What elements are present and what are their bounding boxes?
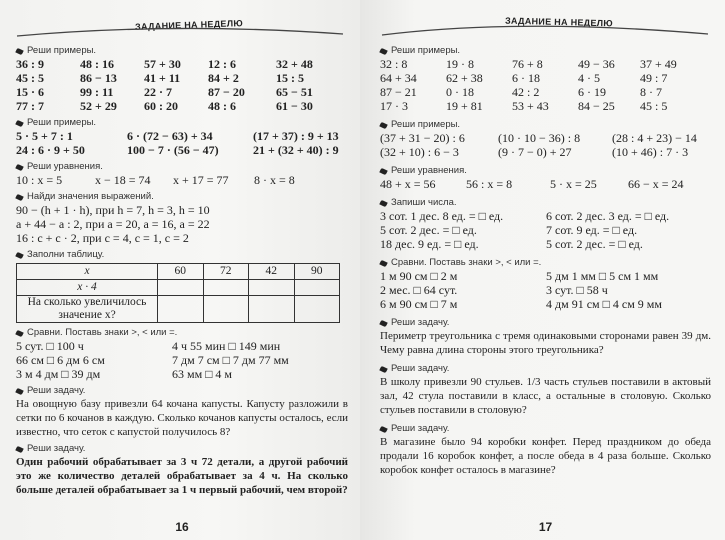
expression-column xyxy=(380,57,440,113)
expression-grid xyxy=(380,209,711,251)
expression-item: a + 44 − a : 2, при a = 20, a = 16, a = 22 xyxy=(16,217,210,231)
expression-item: 84 + 2 xyxy=(208,71,239,85)
examples-section-1 xyxy=(16,45,348,113)
compare-section xyxy=(16,327,348,381)
table-cell: 60 xyxy=(158,264,204,280)
expression-column xyxy=(380,131,492,159)
expression-item: 56 : x = 8 xyxy=(466,177,513,191)
expression-item: 19 + 81 xyxy=(446,99,483,113)
expression-item: 100 − 7 · (56 − 47) xyxy=(127,143,219,157)
section-title: Реши задачу. xyxy=(391,363,450,374)
expression-item: 18 дес. 9 ед. = □ ед. xyxy=(380,237,479,251)
expression-item: 22 · 7 xyxy=(144,85,173,99)
expression-item: 76 + 8 xyxy=(512,57,543,71)
row-header-cell: x · 4 xyxy=(17,280,158,296)
pencil-icon xyxy=(379,425,387,432)
expression-item: 8 · x = 8 xyxy=(254,173,295,187)
table-cell xyxy=(203,296,249,323)
section-title: Найди значения выражений. xyxy=(27,191,154,202)
pencil-icon xyxy=(15,251,23,258)
section-header xyxy=(380,197,711,209)
section-header xyxy=(380,363,711,375)
task-section-2 xyxy=(380,363,711,417)
table-row xyxy=(17,296,340,323)
pencil-icon xyxy=(15,119,23,126)
expression-column xyxy=(254,173,318,187)
row-header-cell: На сколько увеличилось значение x? xyxy=(17,296,158,323)
expression-item: (10 · 10 − 36) : 8 xyxy=(498,131,581,145)
expression-item: 17 · 3 xyxy=(380,99,408,113)
section-title: Реши задачу. xyxy=(391,317,450,328)
expression-item: 41 + 11 xyxy=(144,71,181,85)
expression-item: 8 · 7 xyxy=(640,85,662,99)
expression-item: 45 : 5 xyxy=(640,99,668,113)
section-title: Запиши числа. xyxy=(391,197,457,208)
pencil-icon xyxy=(379,167,387,174)
section-header xyxy=(380,45,711,57)
expression-column xyxy=(173,173,248,187)
section-header xyxy=(16,117,348,129)
equations-section xyxy=(380,165,711,191)
page-number: 17 xyxy=(538,520,553,534)
expression-item: 16 : c + c · 2, при c = 4, c = 1, c = 2 xyxy=(16,231,189,245)
table-cell xyxy=(203,280,249,296)
expression-item: 64 + 34 xyxy=(380,71,417,85)
expression-item: 32 : 8 xyxy=(380,57,408,71)
pencil-icon xyxy=(15,329,23,336)
expression-item: 5 сот. 2 дес. = □ ед. xyxy=(380,223,477,237)
pencil-icon xyxy=(15,47,23,54)
expression-item: (10 + 46) : 7 · 3 xyxy=(612,145,689,159)
pencil-icon xyxy=(15,163,23,170)
expression-item: 77 : 7 xyxy=(16,99,44,113)
expressions-section xyxy=(16,191,348,245)
table-section xyxy=(16,249,348,323)
left-page xyxy=(0,0,360,540)
expression-grid xyxy=(380,269,711,311)
expression-column xyxy=(16,173,89,187)
task-text: В магазине было 94 коробки конфет. Перед праздником до обеда продали 16 коробок конфет, а после обеда в 4 раза больше. Сколько коробок конфет осталось в магазине? xyxy=(380,436,711,476)
expression-item: 53 + 43 xyxy=(512,99,549,113)
expression-item: 86 − 13 xyxy=(80,71,117,85)
section-header xyxy=(380,165,711,177)
expression-column xyxy=(466,177,544,191)
section-title: Реши примеры. xyxy=(391,119,461,130)
expression-column xyxy=(640,57,700,113)
pencil-icon xyxy=(15,387,23,394)
expression-item: 6 сот. 2 дес. 3 ед. = □ ед. xyxy=(546,209,670,223)
section-title: Реши задачу. xyxy=(391,423,450,434)
expression-column xyxy=(578,57,634,113)
fill-table xyxy=(16,263,340,323)
expression-column xyxy=(16,57,74,113)
compare-section xyxy=(380,257,711,311)
section-title: Реши примеры. xyxy=(27,117,97,128)
expression-column xyxy=(380,209,540,251)
expression-column xyxy=(380,269,540,311)
table-cell: 72 xyxy=(203,264,249,280)
section-title: Сравни. Поставь знаки >, < или =. xyxy=(27,327,178,338)
pencil-icon xyxy=(379,121,387,128)
expression-column xyxy=(550,177,622,191)
table-row xyxy=(17,264,340,280)
expression-grid xyxy=(380,177,711,191)
expression-item: 48 + x = 56 xyxy=(380,177,436,191)
task-text: В школу привезли 90 стульев. 1/3 часть стульев поставили в актовый зал, 42 стула поставили в класс, а остальные в столовую. Сколько стульев поставили в столовую? xyxy=(380,376,711,416)
pencil-icon xyxy=(379,319,387,326)
expression-column xyxy=(546,269,706,311)
expression-item: 42 : 2 xyxy=(512,85,540,99)
expression-item: x − 18 = 74 xyxy=(95,173,151,187)
expression-item: 90 − (h + 1 · h), при h = 7, h = 3, h = 10 xyxy=(16,203,210,217)
page-header: ЗАДАНИЕ НА НЕДЕЛЮ xyxy=(134,18,244,32)
section-title: Реши примеры. xyxy=(27,45,97,56)
task-section-1 xyxy=(16,385,348,439)
section-header xyxy=(16,161,348,173)
expression-item: 87 − 21 xyxy=(380,85,417,99)
expression-item: 62 + 38 xyxy=(446,71,483,85)
right-page xyxy=(360,0,725,540)
expression-item: 5 · x = 25 xyxy=(550,177,597,191)
expression-item: 5 дм 1 мм □ 5 см 1 мм xyxy=(546,269,659,283)
pencil-icon xyxy=(15,193,23,200)
expression-item: 15 · 6 xyxy=(16,85,45,99)
examples-section-2 xyxy=(380,119,711,159)
examples-section-2 xyxy=(16,117,348,157)
page-header: ЗАДАНИЕ НА НЕДЕЛЮ xyxy=(504,15,614,29)
expression-item: (32 + 10) : 6 − 3 xyxy=(380,145,459,159)
expression-item: 5 сут. □ 100 ч xyxy=(16,339,84,353)
table-cell xyxy=(294,280,340,296)
expression-grid xyxy=(16,203,348,245)
expression-column xyxy=(127,129,247,157)
expression-item: 99 : 11 xyxy=(80,85,114,99)
header-divider xyxy=(380,24,710,38)
pencil-icon xyxy=(379,365,387,372)
expression-column xyxy=(253,129,353,157)
expression-item: 4 дм 91 см □ 4 см 9 мм xyxy=(546,297,662,311)
expression-item: 36 : 9 xyxy=(16,57,44,71)
expression-item: 6 · (72 − 63) + 34 xyxy=(127,129,213,143)
expression-item: 57 + 30 xyxy=(144,57,181,71)
expression-column xyxy=(144,57,202,113)
task-text: На овощную базу привезли 64 кочана капусты. Капусту разложили в сетки по 6 кочанов в каждую. Сколько кочанов капусты осталось, если известно, что сеток с капустой получилось 8? xyxy=(16,398,348,438)
table-cell xyxy=(249,280,295,296)
expression-grid xyxy=(16,339,348,381)
section-title: Реши примеры. xyxy=(391,45,461,56)
expression-grid xyxy=(380,57,711,113)
section-header xyxy=(380,423,711,435)
pencil-icon xyxy=(15,445,23,452)
expression-item: (9 · 7 − 0) + 27 xyxy=(498,145,572,159)
header-divider xyxy=(15,26,345,40)
section-header xyxy=(380,317,711,329)
expression-item: 4 · 5 xyxy=(578,71,600,85)
section-title: Реши задачу. xyxy=(27,443,86,454)
expression-item: 48 : 6 xyxy=(208,99,236,113)
section-title: Реши уравнения. xyxy=(391,165,467,176)
expression-column xyxy=(628,177,702,191)
expression-item: 52 + 29 xyxy=(80,99,117,113)
expression-item: 24 : 6 · 9 + 50 xyxy=(16,143,85,157)
table-cell xyxy=(158,296,204,323)
expression-grid xyxy=(380,131,711,159)
equations-section xyxy=(16,161,348,187)
expression-item: 65 − 51 xyxy=(276,85,313,99)
expression-item: 4 ч 55 мин □ 149 мин xyxy=(172,339,281,353)
expression-column xyxy=(95,173,167,187)
expression-item: 6 · 18 xyxy=(512,71,540,85)
numbers-section xyxy=(380,197,711,251)
task-text: Периметр треугольника с тремя одинаковыми сторонами равен 39 дм. Чему равна длина стороны этого треугольника? xyxy=(380,330,711,356)
pencil-icon xyxy=(379,199,387,206)
expression-item: 61 − 30 xyxy=(276,99,313,113)
expression-item: 60 : 20 xyxy=(144,99,178,113)
expression-item: 3 сут. □ 58 ч xyxy=(546,283,608,297)
page-number: 16 xyxy=(175,520,189,534)
expression-item: 32 + 48 xyxy=(276,57,313,71)
expression-item: 49 : 7 xyxy=(640,71,668,85)
expression-item: 37 + 49 xyxy=(640,57,677,71)
task-section-2 xyxy=(16,443,348,497)
expression-item: 84 − 25 xyxy=(578,99,615,113)
expression-column xyxy=(16,339,166,381)
section-title: Сравни. Поставь знаки >, < или =. xyxy=(391,257,542,268)
expression-item: 66 см □ 6 дм 6 см xyxy=(16,353,105,367)
table-cell xyxy=(158,280,204,296)
expression-item: 21 + (32 + 40) : 9 xyxy=(253,143,339,157)
expression-item: 10 : x = 5 xyxy=(16,173,63,187)
row-header-cell: x xyxy=(17,264,158,280)
expression-item: 66 − x = 24 xyxy=(628,177,684,191)
section-header xyxy=(16,191,348,203)
expression-item: 45 : 5 xyxy=(16,71,44,85)
expression-column xyxy=(512,57,572,113)
expression-column xyxy=(380,177,460,191)
expression-column xyxy=(208,57,270,113)
expression-item: 6 · 19 xyxy=(578,85,606,99)
expression-item: x + 17 = 77 xyxy=(173,173,229,187)
pencil-icon xyxy=(379,47,387,54)
expression-column xyxy=(80,57,138,113)
expression-item: (17 + 37) : 9 + 13 xyxy=(253,129,339,143)
task-section-3 xyxy=(380,423,711,477)
expression-item: 3 сот. 1 дес. 8 ед. = □ ед. xyxy=(380,209,504,223)
expression-item: 0 · 18 xyxy=(446,85,474,99)
expression-item: 48 : 16 xyxy=(80,57,114,71)
expression-item: 49 − 36 xyxy=(578,57,615,71)
table-cell: 90 xyxy=(294,264,340,280)
section-title: Заполни таблицу. xyxy=(27,249,105,260)
section-header xyxy=(16,443,348,455)
table-cell xyxy=(249,296,295,323)
expression-item: 7 сот. 9 ед. = □ ед. xyxy=(546,223,638,237)
expression-column xyxy=(446,57,506,113)
expression-item: 12 : 6 xyxy=(208,57,236,71)
section-header xyxy=(16,45,348,57)
expression-item: (37 + 31 − 20) : 6 xyxy=(380,131,465,145)
expression-item: 3 м 4 дм □ 39 дм xyxy=(16,367,101,381)
task-text: Один рабочий обрабатывает за 3 ч 72 детали, а другой рабочий это же количество деталей обрабатывает за 4 ч. На сколько больше деталей обрабатывает за 1 ч первый рабочий, чем второй? xyxy=(16,456,348,496)
section-header xyxy=(16,385,348,397)
table-cell xyxy=(294,296,340,323)
expression-item: 19 · 8 xyxy=(446,57,474,71)
expression-item: 87 − 20 xyxy=(208,85,245,99)
expression-item: 6 м 90 см □ 7 м xyxy=(380,297,458,311)
expression-column xyxy=(172,339,332,381)
table-row xyxy=(17,280,340,296)
left-page-content xyxy=(16,45,348,534)
expression-item: 5 · 5 + 7 : 1 xyxy=(16,129,73,143)
expression-item: 5 сот. 2 дес. = □ ед. xyxy=(546,237,643,251)
expression-grid xyxy=(16,173,348,187)
expression-column xyxy=(16,129,121,157)
section-header xyxy=(380,257,711,269)
section-title: Реши уравнения. xyxy=(27,161,103,172)
section-header xyxy=(380,119,711,131)
expression-column xyxy=(546,209,706,251)
expression-item: 2 мес. □ 64 сут. xyxy=(380,283,458,297)
expression-item: 1 м 90 см □ 2 м xyxy=(380,269,458,283)
expression-item: 63 мм □ 4 м xyxy=(172,367,233,381)
expression-item: 15 : 5 xyxy=(276,71,304,85)
expression-item: (28 : 4 + 23) − 14 xyxy=(612,131,697,145)
table-cell: 42 xyxy=(249,264,295,280)
expression-column xyxy=(16,203,336,245)
expression-grid xyxy=(16,57,348,113)
expression-grid xyxy=(16,129,348,157)
task-section-1 xyxy=(380,317,711,357)
expression-column xyxy=(498,131,606,159)
pencil-icon xyxy=(379,259,387,266)
expression-column xyxy=(612,131,722,159)
right-page-content xyxy=(380,45,711,534)
expression-column xyxy=(276,57,338,113)
examples-section-1 xyxy=(380,45,711,113)
section-header xyxy=(16,327,348,339)
section-title: Реши задачу. xyxy=(27,385,86,396)
expression-item: 7 дм 7 см □ 7 дм 77 мм xyxy=(172,353,289,367)
